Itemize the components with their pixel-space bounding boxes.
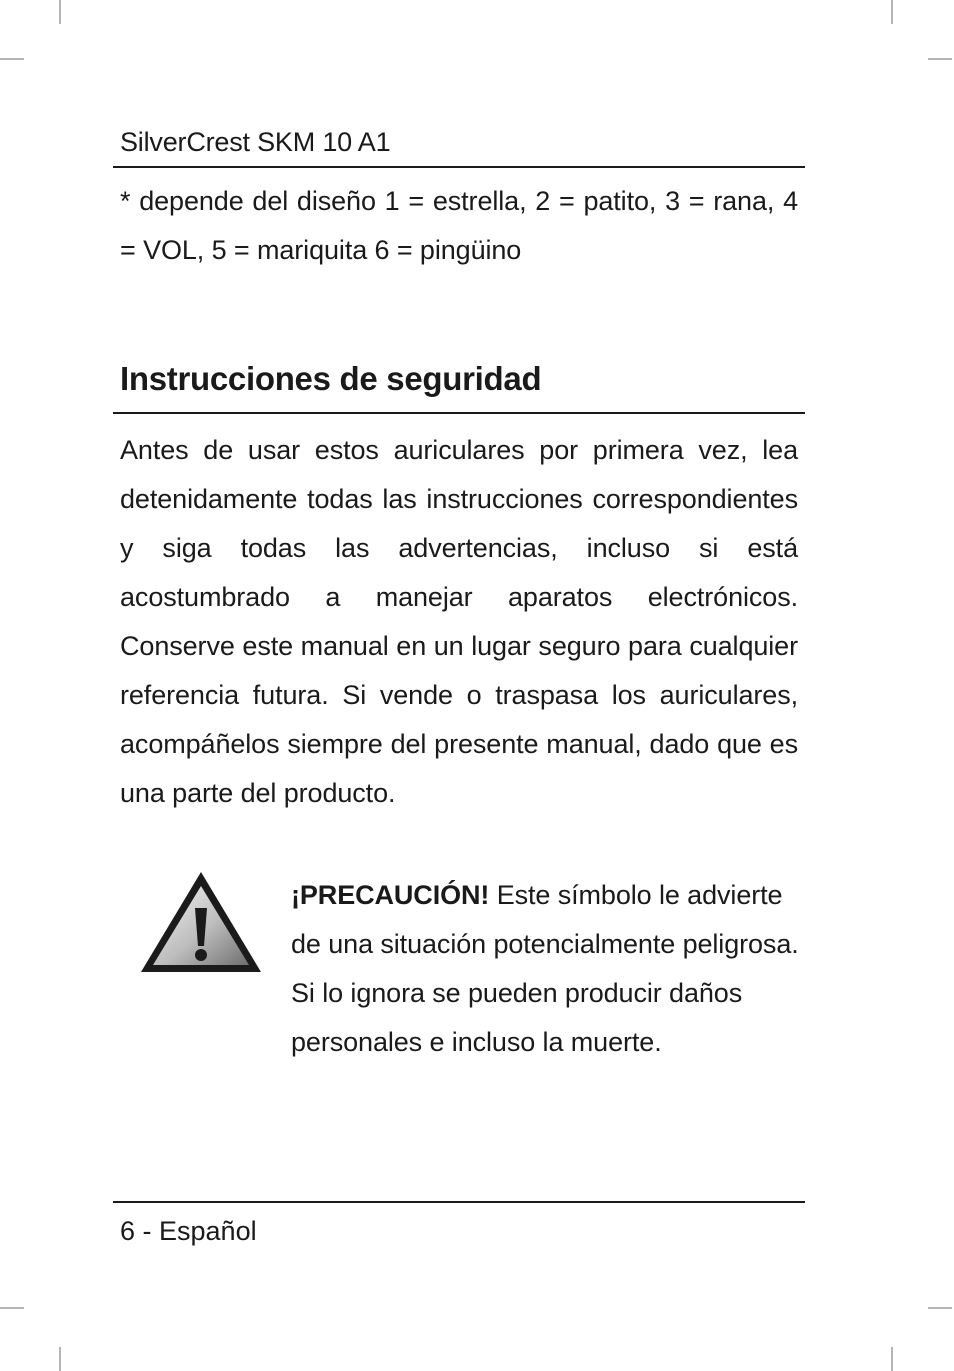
page-number: 6 - Español <box>120 1216 257 1246</box>
warning-description: Este símbolo le advierte de una situación potencialmente peligrosa. Si lo ignora se pueden producir daños personales e incluso la muerte. <box>291 880 799 1057</box>
crop-mark-right-bottom <box>928 1307 952 1309</box>
design-note: * depende del diseño 1 = estrella, 2 = patito, 3 = rana, 4 = VOL, 5 = mariquita 6 = pingüino <box>120 186 798 265</box>
section-rule <box>113 412 805 414</box>
section-title: Instrucciones de seguridad <box>120 360 542 397</box>
running-header: SilverCrest SKM 10 A1 <box>120 127 391 157</box>
footer-rule <box>113 1201 805 1203</box>
warning-text <box>291 871 803 1067</box>
crop-mark-right-top <box>928 58 952 60</box>
crop-mark-top-left <box>59 0 61 24</box>
crop-mark-left-bottom <box>0 1307 24 1309</box>
crop-mark-bottom-left <box>59 1347 61 1371</box>
crop-mark-top-right <box>891 0 893 24</box>
warning-triangle-icon <box>140 870 262 974</box>
intro-paragraph: Antes de usar estos auriculares por primera vez, lea detenidamente todas las instrucciones correspondientes y siga todas las advertencias, incluso si está acostumbrado a manejar aparatos electrónicos. Conserve este manual en un lugar seguro para cualquier referencia futura. Si vende o traspasa los auriculares, acompáñelos siempre del presente manual, dado que es una parte del producto. <box>120 435 798 808</box>
crop-mark-bottom-right <box>891 1347 893 1371</box>
warning-title: ¡PRECAUCIÓN! <box>291 880 490 910</box>
header-rule <box>113 166 805 168</box>
crop-mark-left-top <box>0 58 24 60</box>
